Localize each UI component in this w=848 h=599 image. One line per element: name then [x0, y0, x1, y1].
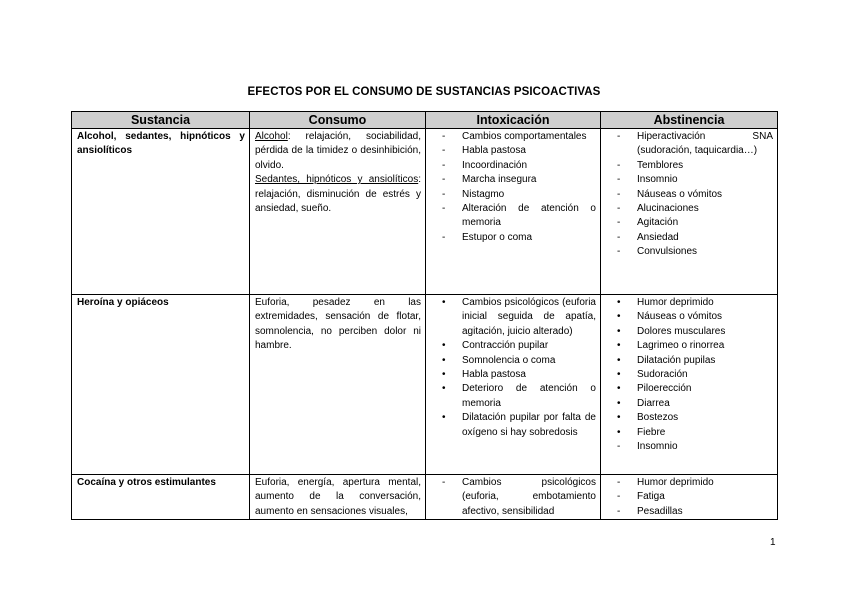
cell-sustancia: Alcohol, sedantes, hipnóticos y ansiolíticos — [72, 129, 250, 295]
page-number: 1 — [770, 537, 776, 548]
consumo-text: : relajación, sociabilidad, pérdida de la timidez o desinhibición, olvido. — [255, 131, 421, 171]
substances-table — [71, 111, 778, 520]
bullet-marker: • — [617, 397, 621, 409]
bullet-marker: • — [617, 297, 621, 308]
list-item: • Bostezos — [606, 411, 773, 425]
list-item: • Habla pastosa — [431, 368, 596, 382]
bullet-marker: • — [617, 311, 621, 323]
bullet-marker: • — [617, 325, 621, 337]
list-item: - Convulsiones — [606, 245, 773, 259]
list-item: • Piloerección — [606, 382, 773, 396]
bullet-marker: • — [617, 369, 621, 381]
list-item: - Estupor o coma — [431, 231, 596, 245]
list-item: - Humor deprimido — [606, 476, 773, 490]
dash-marker: - — [617, 159, 621, 171]
cell-intoxicacion — [426, 295, 601, 475]
list-item: - Incoordinación — [431, 159, 596, 173]
list-item: - Habla pastosa — [431, 144, 596, 158]
list-item: - Temblores — [606, 159, 773, 173]
cell-intoxicacion — [426, 475, 601, 520]
dash-marker: - — [442, 203, 446, 215]
table-row — [72, 129, 778, 295]
dash-marker: - — [617, 131, 621, 142]
list-item: • Náuseas o vómitos — [606, 310, 773, 324]
list-item: - Hiperactivación SNA (sudoración, taquicardia…) — [617, 131, 773, 157]
abstinencia-list — [606, 476, 773, 519]
dash-marker: - — [617, 231, 621, 243]
consumo-label: Alcohol — [255, 131, 288, 142]
list-item: - Alucinaciones — [606, 202, 773, 216]
list-item: - Insomnio — [606, 440, 773, 454]
cell-consumo: Euforia, pesadez en las extremidades, sensación de flotar, somnolencia, no perciben dolor ni hambre. — [250, 295, 426, 475]
cell-sustancia: Cocaína y otros estimulantes — [72, 475, 250, 520]
list-item: - Nistagmo — [431, 188, 596, 202]
list-item: - Agitación — [606, 216, 773, 230]
list-item: - Marcha insegura — [431, 173, 596, 187]
dash-marker: - — [617, 505, 621, 517]
bullet-marker: • — [617, 426, 621, 438]
cell-abstinencia — [601, 129, 778, 295]
bullet-marker: • — [617, 412, 621, 424]
dash-marker: - — [442, 131, 446, 142]
table-row — [72, 295, 778, 475]
dash-marker: - — [442, 231, 446, 243]
dash-marker: - — [617, 188, 621, 200]
header-abstinencia: Abstinencia — [601, 112, 778, 129]
list-item: • Lagrimeo o rinorrea — [606, 339, 773, 353]
dash-marker: - — [617, 217, 621, 229]
list-item: • Sudoración — [606, 368, 773, 382]
dash-marker: - — [442, 174, 446, 186]
list-item: • Humor deprimido — [606, 296, 773, 310]
bullet-marker: • — [442, 340, 446, 352]
bullet-marker: • — [617, 354, 621, 366]
dash-marker: - — [617, 441, 621, 453]
cell-abstinencia — [601, 295, 778, 475]
list-item: • Deterioro de atención o memoria — [442, 383, 596, 409]
cell-sustancia: Heroína y opiáceos — [72, 295, 250, 475]
list-item: • Fiebre — [606, 426, 773, 440]
dash-marker: - — [617, 174, 621, 186]
cell-consumo: Euforia, energía, apertura mental, aumento de la conversación, aumento en sensaciones visuales, — [250, 475, 426, 520]
dash-marker: - — [617, 203, 621, 215]
dash-marker: - — [442, 145, 446, 157]
intoxicacion-list — [431, 130, 596, 245]
consumo-text: : relajación, disminución de estrés y ansiedad, sueño. — [255, 174, 421, 215]
list-item: - Pesadillas — [606, 505, 773, 519]
bullet-marker: • — [442, 412, 446, 424]
list-item: • Dilatación pupilar por falta de oxígeno si hay sobredosis — [442, 412, 596, 438]
header-consumo: Consumo — [250, 112, 426, 129]
intoxicacion-list — [431, 296, 596, 440]
bullet-marker: • — [442, 383, 446, 395]
consumo-alcohol — [255, 130, 421, 173]
dash-marker: - — [617, 477, 621, 488]
table-header-row — [72, 112, 778, 129]
consumo-label: Sedantes, hipnóticos y ansiolíticos — [255, 174, 419, 186]
list-item: • Dolores musculares — [606, 325, 773, 339]
bullet-marker: • — [617, 340, 621, 352]
list-item: - Cambios comportamentales — [431, 130, 596, 144]
list-item: • Contracción pupilar — [431, 339, 596, 353]
page-title: EFECTOS POR EL CONSUMO DE SUSTANCIAS PSICOACTIVAS — [247, 86, 601, 98]
list-item: - Alteración de atención o memoria — [442, 203, 596, 229]
list-item: • Cambios psicológicos (euforia inicial seguida de apatía, agitación, juicio alterado) — [442, 297, 596, 337]
bullet-marker: • — [617, 383, 621, 395]
bullet-marker: • — [442, 369, 446, 381]
list-item: - Ansiedad — [606, 231, 773, 245]
header-intoxicacion: Intoxicación — [426, 112, 601, 129]
intoxicacion-list — [431, 476, 596, 519]
cell-consumo — [250, 129, 426, 295]
cell-abstinencia — [601, 475, 778, 520]
table-row — [72, 475, 778, 520]
dash-marker: - — [617, 246, 621, 258]
list-item: - Insomnio — [606, 173, 773, 187]
list-item: • Diarrea — [606, 397, 773, 411]
list-item: - Náuseas o vómitos — [606, 188, 773, 202]
list-item: • Somnolencia o coma — [431, 354, 596, 368]
abstinencia-list — [606, 296, 773, 454]
header-sustancia: Sustancia — [72, 112, 250, 129]
list-item: - Cambios psicológicos (euforia, embotamiento afectivo, sensibilidad — [442, 477, 596, 517]
cell-intoxicacion — [426, 129, 601, 295]
dash-marker: - — [442, 159, 446, 171]
dash-marker: - — [442, 477, 446, 488]
list-item: • Dilatación pupilas — [606, 354, 773, 368]
dash-marker: - — [617, 491, 621, 503]
list-item: - Fatiga — [606, 490, 773, 504]
bullet-marker: • — [442, 297, 446, 308]
dash-marker: - — [442, 188, 446, 200]
bullet-marker: • — [442, 354, 446, 366]
consumo-sedantes — [255, 173, 421, 216]
abstinencia-list — [606, 130, 773, 260]
